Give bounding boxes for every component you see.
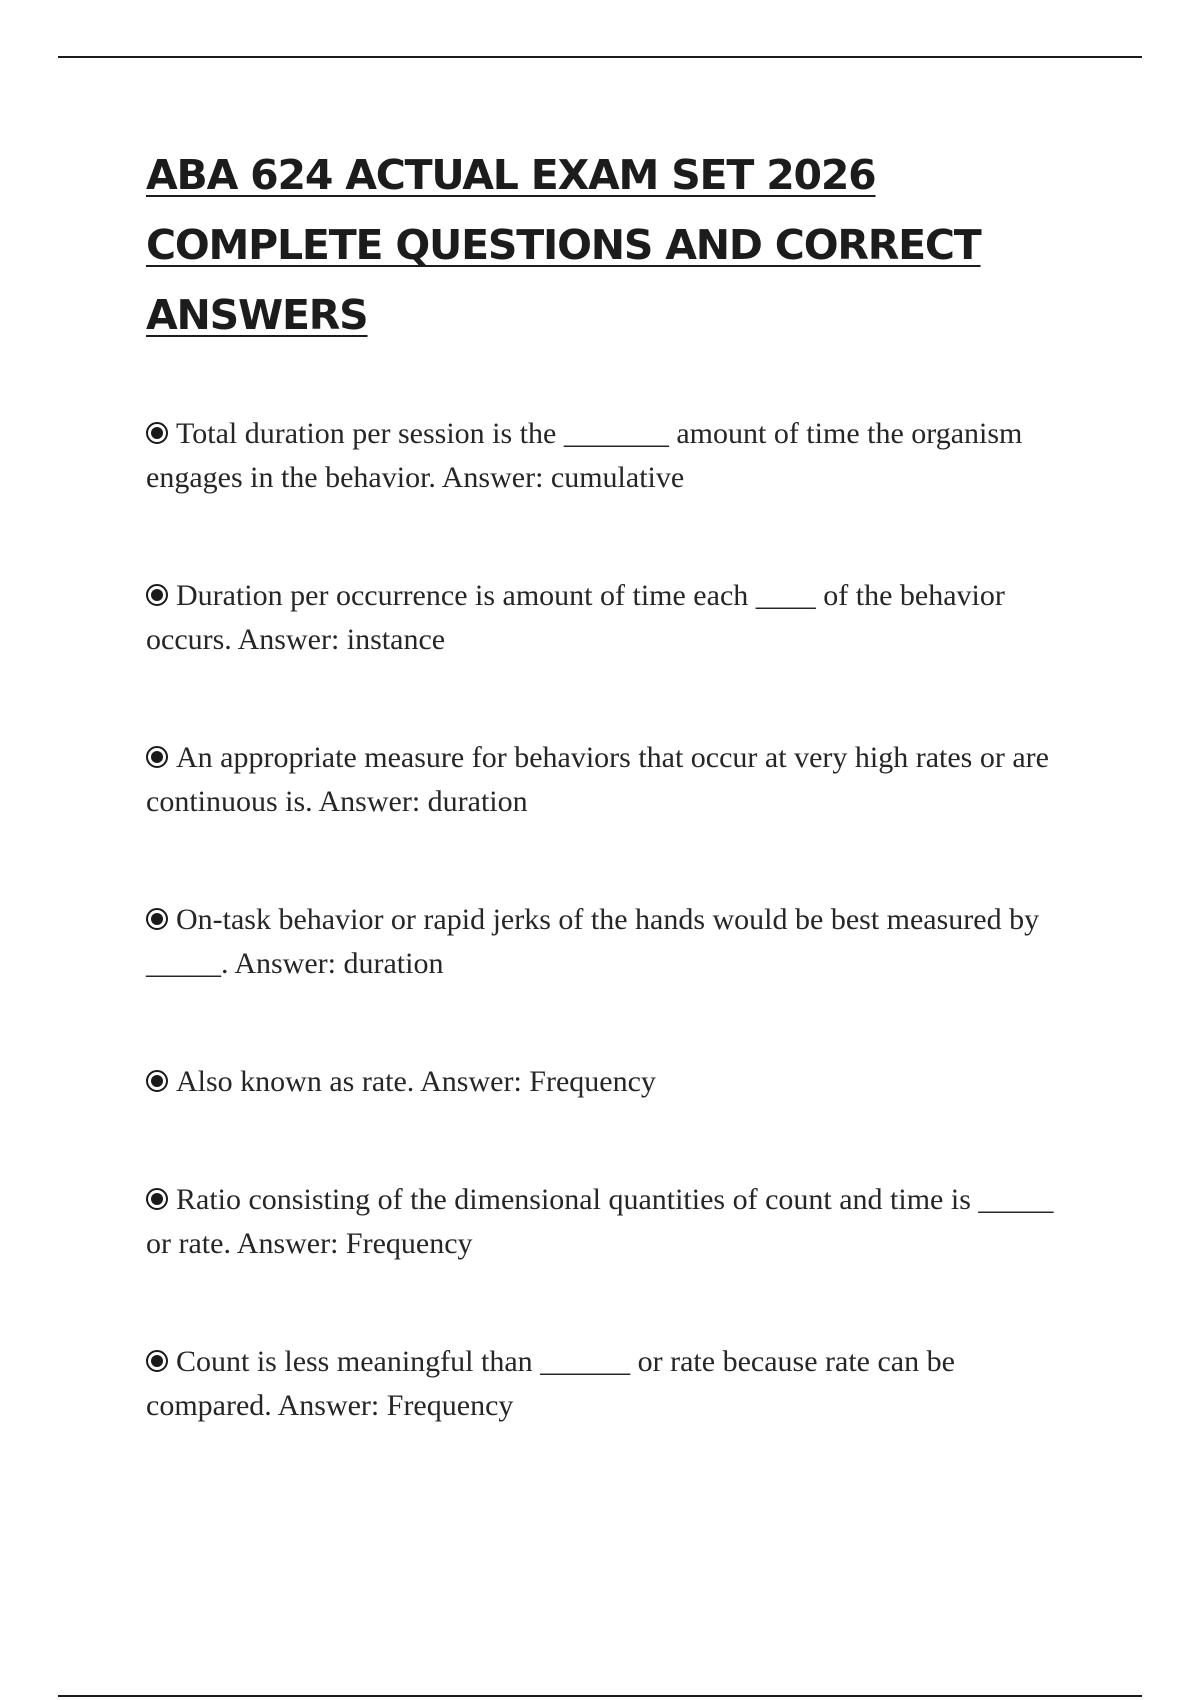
question-text: Ratio consisting of the dimensional quantities of count and time is _____ or rate. Answer: Frequency — [146, 1183, 1054, 1260]
question-item — [146, 574, 1076, 662]
question-item — [146, 898, 1076, 986]
question-item — [146, 1178, 1076, 1266]
radio-bullet-icon — [146, 584, 168, 606]
radio-bullet-icon — [146, 422, 168, 444]
radio-bullet-icon — [146, 1188, 168, 1210]
question-text: Total duration per session is the _______ amount of time the organism engages in the behavior. Answer: cumulative — [146, 417, 1023, 494]
question-text: Count is less meaningful than ______ or rate because rate can be compared. Answer: Frequency — [146, 1345, 955, 1422]
question-text: On-task behavior or rapid jerks of the hands would be best measured by _____. Answer: duration — [146, 903, 1040, 980]
question-text: An appropriate measure for behaviors that occur at very high rates or are continuous is. Answer: duration — [146, 741, 1049, 818]
question-item — [146, 412, 1076, 500]
bottom-divider — [58, 1695, 1142, 1697]
document-title: ABA 624 ACTUAL EXAM SET 2026 COMPLETE QUESTIONS AND CORRECT ANSWERS — [146, 151, 981, 339]
radio-bullet-icon — [146, 1350, 168, 1372]
top-divider — [58, 56, 1142, 58]
question-text: Duration per occurrence is amount of time each ____ of the behavior occurs. Answer: instance — [146, 579, 1005, 656]
question-item — [146, 1060, 1076, 1104]
question-list — [146, 412, 1076, 1502]
radio-bullet-icon — [146, 1070, 168, 1092]
question-item — [146, 736, 1076, 824]
question-text: Also known as rate. Answer: Frequency — [176, 1065, 656, 1098]
question-item — [146, 1340, 1076, 1428]
radio-bullet-icon — [146, 908, 168, 930]
radio-bullet-icon — [146, 746, 168, 768]
